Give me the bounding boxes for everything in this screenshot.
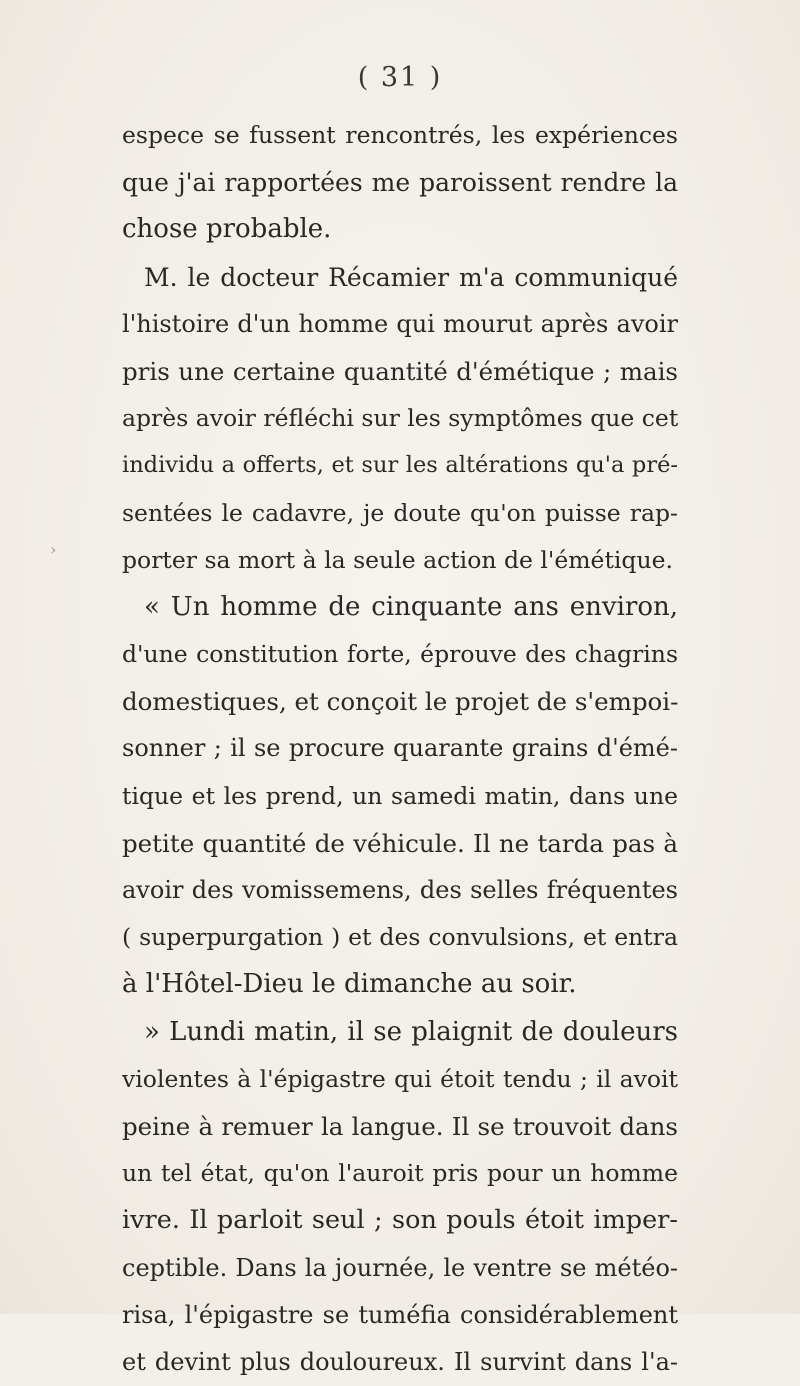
text-line: un tel état, qu'on l'auroit pris pour un homme bbox=[122, 1159, 678, 1188]
text-line: chose probable. bbox=[122, 214, 332, 245]
text-line: individu a offerts, et sur les altérations qu'a pré- bbox=[122, 452, 678, 479]
text-line: espece se fussent rencontrés, les expériences bbox=[122, 121, 678, 149]
text-line: ceptible. Dans la journée, le ventre se météo- bbox=[122, 1253, 678, 1282]
text-line: d'une constitution forte, éprouve des chagrins bbox=[122, 640, 678, 669]
text-line: ivre. Il parloit seul ; son pouls étoit imper- bbox=[122, 1205, 678, 1236]
text-line: que j'ai rapportées me paroissent rendre la bbox=[122, 168, 678, 198]
body-text bbox=[122, 112, 678, 1386]
text-line: violentes à l'épigastre qui étoit tendu ; il avoit bbox=[122, 1064, 678, 1093]
text-line: peine à remuer la langue. Il se trouvoit dans bbox=[122, 1111, 678, 1141]
text-line: après avoir réfléchi sur les symptômes que cet bbox=[122, 404, 679, 433]
text-line: sentées le cadavre, je doute qu'on puisse rap- bbox=[122, 498, 678, 527]
text-line: M. le docteur Récamier m'a communiqué bbox=[144, 262, 678, 292]
text-line: porter sa mort à la seule action de l'émétique. bbox=[122, 545, 673, 574]
text-line: domestiques, et conçoit le projet de s'empoi- bbox=[122, 687, 679, 717]
text-line: risa, l'épigastre se tuméfia considérablement bbox=[122, 1300, 678, 1329]
text-line: à l'Hôtel-Dieu le dimanche au soir. bbox=[122, 969, 577, 1000]
page-number: ( 31 ) bbox=[357, 62, 443, 93]
text-line: pris une certaine quantité d'émétique ; mais bbox=[122, 356, 678, 386]
text-line: petite quantité de véhicule. Il ne tarda pas à bbox=[122, 828, 678, 858]
text-line: l'histoire d'un homme qui mourut après avoir bbox=[122, 309, 678, 338]
text-line: ( superpurgation ) et des convulsions, et entra bbox=[122, 923, 678, 952]
text-line: et devint plus douloureux. Il survint dans l'a- bbox=[122, 1347, 678, 1376]
text-line: sonner ; il se procure quarante grains d'émé- bbox=[122, 734, 678, 763]
text-line: » Lundi matin, il se plaignit de douleurs bbox=[144, 1016, 678, 1047]
text-line: « Un homme de cinquante ans environ, bbox=[144, 591, 678, 622]
text-line: tique et les prend, un samedi matin, dans une bbox=[122, 781, 678, 810]
margin-mark: › bbox=[50, 540, 57, 559]
text-line: avoir des vomissemens, des selles fréquentes bbox=[122, 876, 678, 904]
